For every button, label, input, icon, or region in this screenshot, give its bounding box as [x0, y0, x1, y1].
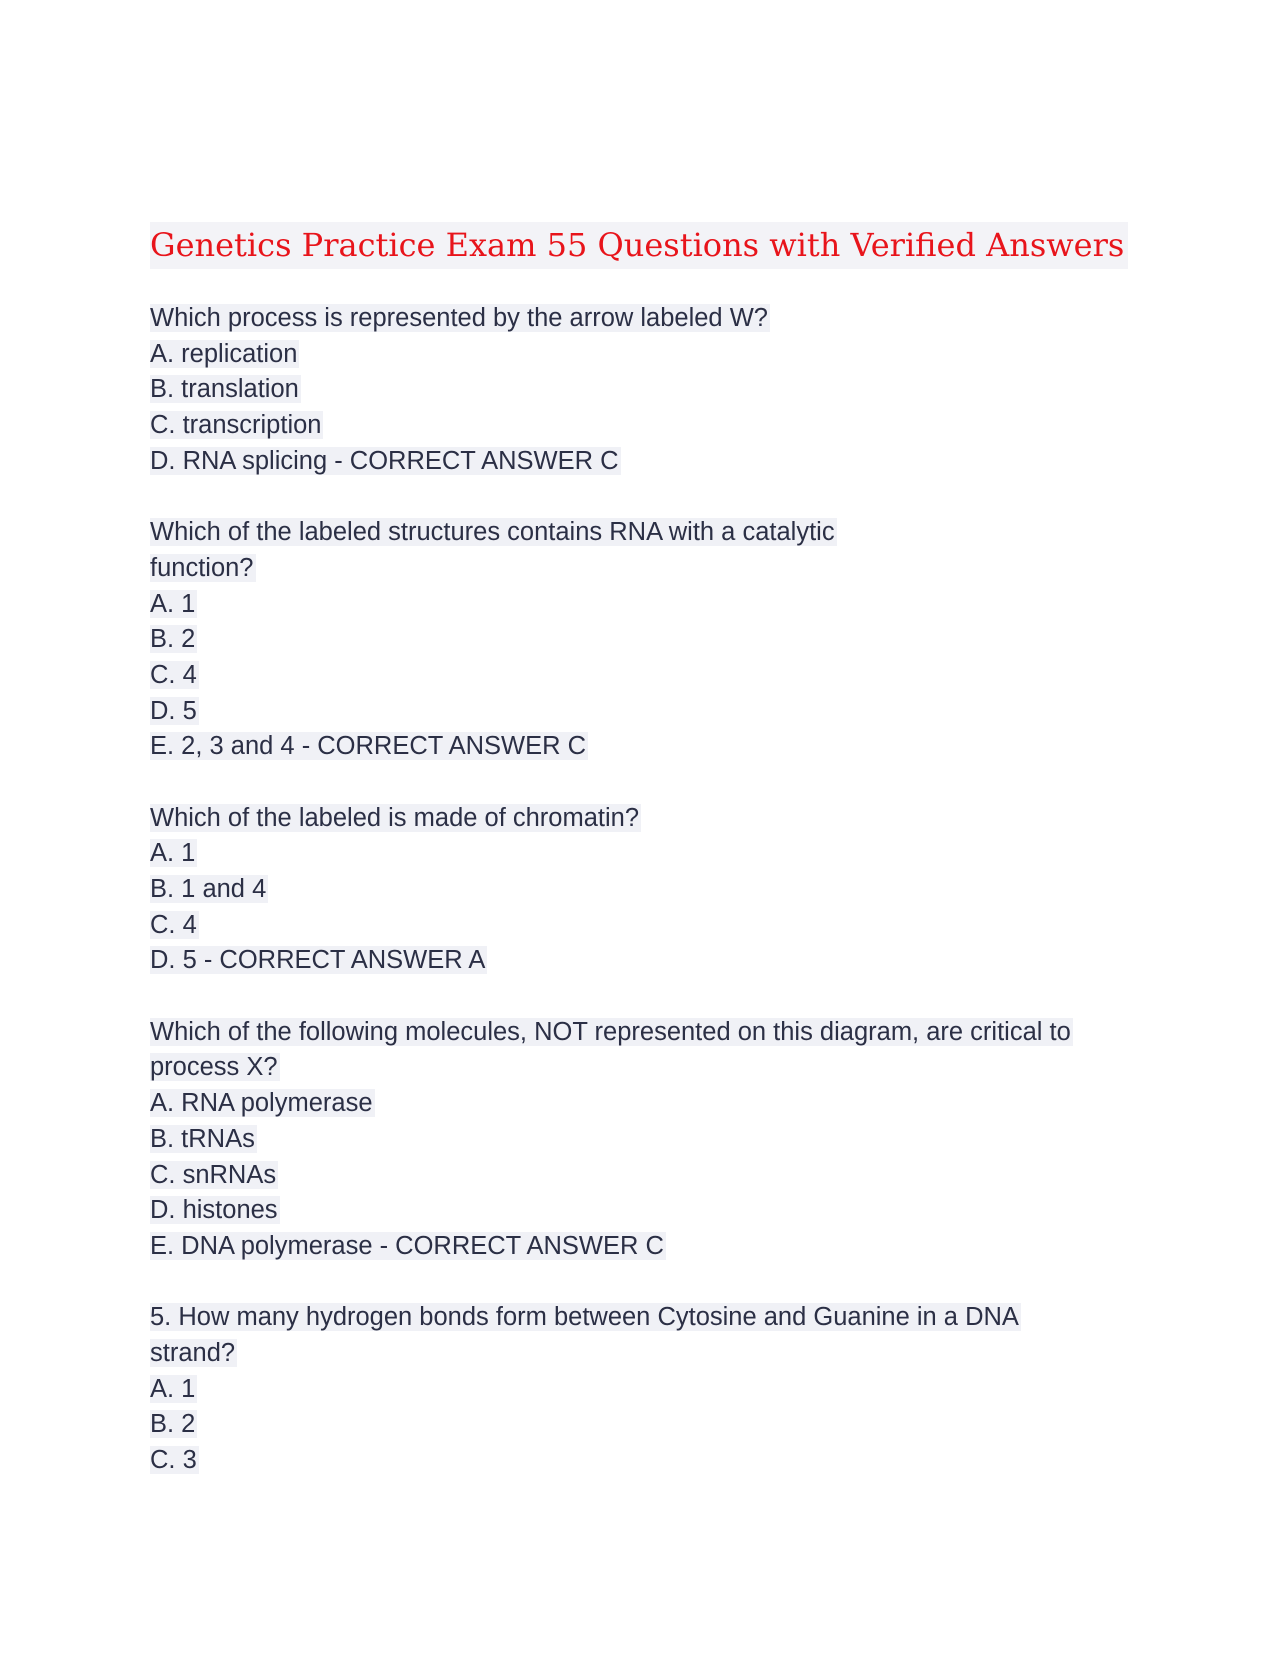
answer-option: D. RNA splicing - CORRECT ANSWER C [150, 446, 619, 475]
question-text: strand? [150, 1338, 236, 1367]
document-title: Genetics Practice Exam 55 Questions with Verified Answers [150, 222, 1128, 269]
answer-option: A. replication [150, 339, 298, 368]
answer-option: D. histones [150, 1196, 278, 1225]
answer-option: B. 2 [150, 625, 196, 654]
question-text: Which process is represented by the arrow labeled W? [150, 304, 768, 332]
answer-option: B. 2 [150, 1410, 196, 1439]
answer-option: C. 4 [150, 910, 197, 939]
question-block [150, 1300, 1150, 1478]
question-block [150, 301, 1150, 479]
answer-option: E. DNA polymerase - CORRECT ANSWER C [150, 1231, 664, 1260]
question-text: process X? [150, 1053, 278, 1082]
answer-option: E. 2, 3 and 4 - CORRECT ANSWER C [150, 732, 586, 761]
paragraph-gap [150, 765, 1150, 801]
question-text: function? [150, 553, 254, 582]
answer-option: B. 1 and 4 [150, 875, 267, 903]
answer-option: C. snRNAs [150, 1160, 277, 1189]
question-block [150, 1015, 1150, 1265]
answer-option: B. translation [150, 375, 299, 404]
paragraph-gap [150, 479, 1150, 515]
answer-option: A. RNA polymerase [150, 1089, 373, 1118]
answer-option: C. 3 [150, 1446, 197, 1474]
answer-option: A. 1 [150, 589, 196, 618]
question-text: Which of the following molecules, NOT represented on this diagram, are critical to [150, 1017, 1071, 1046]
answer-option: D. 5 [150, 696, 197, 725]
question-block [150, 801, 1150, 979]
question-text: Which of the labeled is made of chromatin? [150, 803, 640, 832]
question-text: 5. How many hydrogen bonds form between Cytosine and Guanine in a DNA [150, 1303, 1019, 1332]
answer-option: C. 4 [150, 660, 197, 689]
answer-option: C. transcription [150, 411, 322, 440]
answer-option: B. tRNAs [150, 1124, 255, 1153]
answer-option: A. 1 [150, 839, 196, 868]
answer-option: D. 5 - CORRECT ANSWER A [150, 946, 486, 975]
answer-option: A. 1 [150, 1374, 196, 1403]
paragraph-gap [150, 1265, 1150, 1301]
question-block [150, 515, 1150, 765]
document-body [150, 301, 1150, 1479]
question-text: Which of the labeled structures contains RNA with a catalytic [150, 518, 835, 547]
paragraph-gap [150, 979, 1150, 1015]
